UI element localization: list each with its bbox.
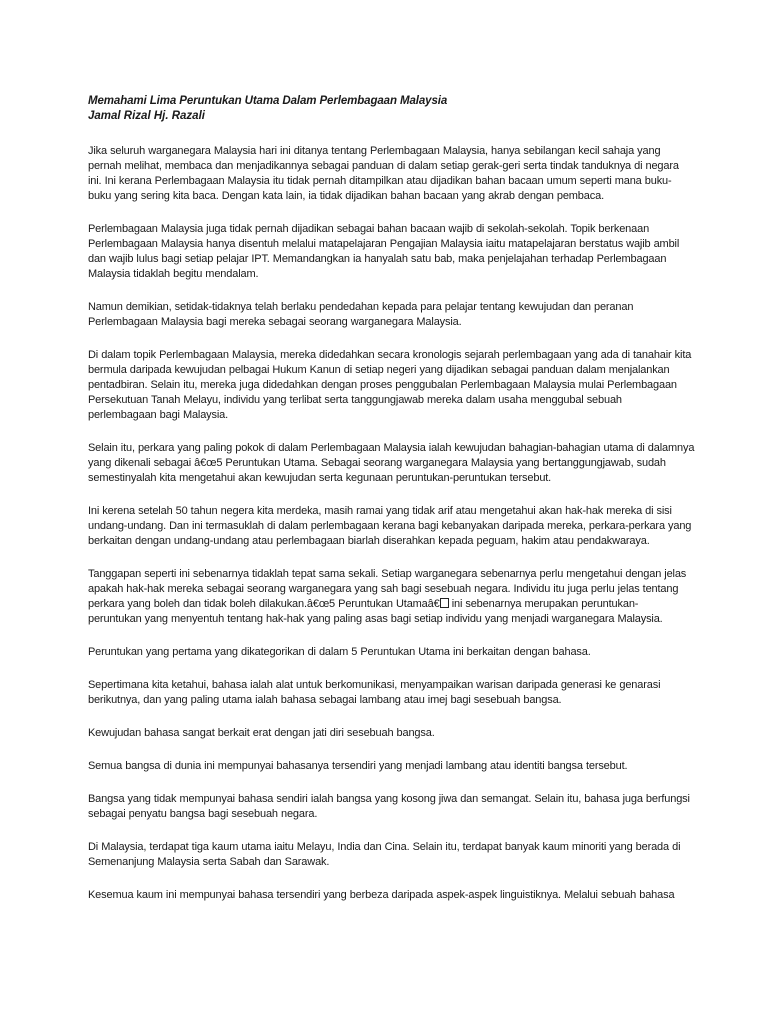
paragraph-line: Namun demikian, setidak-tidaknya telah berlaku pendedahan kepada para pelajar tentang kewujudan dan peranan	[88, 301, 634, 313]
paragraph	[88, 567, 687, 627]
paragraph-line: Sepertimana kita ketahui, bahasa ialah alat untuk berkomunikasi, menyampaikan warisan daripada generasi ke genarasi	[88, 679, 661, 691]
paragraph	[88, 888, 678, 903]
paragraph-line: Tanggapan seperti ini sebenarnya tidaklah tepat sama sekali. Setiap warganegara sebenarnya perlu mengetahui dengan jelas	[88, 568, 687, 580]
paragraph	[88, 792, 690, 822]
document-body	[88, 94, 695, 921]
paragraph-line: Perlembagaan Malaysia juga tidak pernah dijadikan sebagai bahan bacaan wajib di sekolah-sekolah. Topik berkenaan	[88, 223, 650, 235]
paragraph-line: Semenanjung Malaysia serta Sabah dan Sarawak.	[88, 856, 330, 868]
paragraph-line: pentadbiran. Selain itu, mereka juga didedahkan dengan proses penggubalan Perlembagaan Malaysia mulai Perlembagaan	[88, 379, 677, 391]
paragraph	[88, 348, 692, 423]
paragraph-line: Bangsa yang tidak mempunyai bahasa sendiri ialah bangsa yang kosong jiwa dan semangat. Selain itu, bahasa juga berfungsi	[88, 793, 690, 805]
paragraph-line: Perlembagaan Malaysia bagi mereka sebagai seorang warganegara Malaysia.	[88, 316, 462, 328]
paragraph-line: Kewujudan bahasa sangat berkait erat dengan jati diri sesebuah bangsa.	[88, 727, 435, 739]
paragraph-line: apakah hak-hak mereka sebagai seorang warganegara yang sah bagi sesebuah negara. Individu itu juga perlu jelas tentang	[88, 583, 679, 595]
paragraph-line: yang dikenali sebagai â€œ5 Peruntukan Utama. Sebagai seorang warganegara Malaysia yang bertanggungjawab, sudah	[88, 457, 666, 469]
paragraph-line: dan wajib lulus bagi setiap pelajar IPT. Memandangkan ia hanyalah satu bab, maka penjelajahan terhadap Perlembagaan	[88, 253, 667, 265]
paragraph-line: Di dalam topik Perlembagaan Malaysia, mereka didedahkan secara kronologis sejarah perlembagaan yang ada di tanahair kita	[88, 349, 692, 361]
paragraph	[88, 504, 692, 549]
paragraph-line: Jika seluruh warganegara Malaysia hari ini ditanya tentang Perlembagaan Malaysia, hanya sebilangan kecil sahaja yang	[88, 145, 661, 157]
paragraph-line: perkara yang boleh dan tidak boleh dilakukan.â€œ5 Peruntukan Utamaâ€ ini sebenarnya merupakan peruntukan-	[88, 598, 639, 610]
paragraph	[88, 441, 695, 486]
missing-glyph-box	[440, 598, 449, 608]
paragraph-line: Persekutuan Tanah Melayu, individu yang terlibat serta tanggungjawab mereka dalam usaha menggubal sebuah	[88, 394, 622, 406]
paragraph	[88, 222, 678, 282]
paragraph	[88, 726, 678, 741]
paragraph-line: peruntukan yang menyentuh tentang hak-hak yang paling asas bagi setiap individu yang menjadi warganegara Malaysia.	[88, 613, 663, 625]
paragraph-line: semestinyalah kita mengetahui akan kewujudan serta kegunaan peruntukan-peruntukan tersebut.	[88, 472, 552, 484]
paragraph-line: pernah melihat, membaca dan menjadikannya sebagai panduan di dalam setiap gerak-geri serta tindak tanduknya di negara	[88, 160, 679, 172]
paragraph	[88, 759, 678, 774]
paragraph-line: Perlembagaan Malaysia hanya disentuh melalui matapelajaran Pengajian Malaysia iaitu matapelajaran berstatus wajib ambil	[88, 238, 680, 250]
paragraph-line: berkaitan dengan undang-undang atau perlembagaan biarlah diserahkan kepada peguam, hakim atau pendakwaraya.	[88, 535, 650, 547]
paragraph-line: buku yang sering kita baca. Dengan kata lain, ia tidak dijadikan bahan bacaan yang akrab dengan pembaca.	[88, 190, 604, 202]
paragraph-line: sebagai penyatu bangsa bagi sesebuah negara.	[88, 808, 318, 820]
document-author: Jamal Rizal Hj. Razali	[88, 110, 205, 122]
paragraph	[88, 144, 678, 204]
paragraph	[88, 840, 681, 870]
paragraph-line: Kesemua kaum ini mempunyai bahasa tersendiri yang berbeza daripada aspek-aspek linguistiknya. Melalui sebuah bahasa	[88, 889, 675, 901]
paragraph-line: bermula daripada kewujudan pelbagai Hukum Kanun di setiap negeri yang dijadikan sebagai panduan dalam menjalankan	[88, 364, 670, 376]
paragraph	[88, 678, 678, 708]
paragraph-line: Semua bangsa di dunia ini mempunyai bahasanya tersendiri yang menjadi lambang atau identiti bangsa tersebut.	[88, 760, 628, 772]
paragraph-line: Malaysia tidaklah begitu mendalam.	[88, 268, 259, 280]
paragraph-line: Di Malaysia, terdapat tiga kaum utama iaitu Melayu, India dan Cina. Selain itu, terdapat banyak kaum minoriti yang berada di	[88, 841, 681, 853]
paragraph-line: ini. Ini kerana Perlembagaan Malaysia itu tidak pernah ditampilkan atau dijadikan bahan bacaan umum seperti mana buku-	[88, 175, 672, 187]
paragraph	[88, 645, 678, 660]
paragraph-line: berikutnya, dan yang paling utama ialah bahasa sebagai lambang atau imej bagi sesebuah bangsa.	[88, 694, 562, 706]
paragraph	[88, 300, 678, 330]
paragraph-line: Selain itu, perkara yang paling pokok di dalam Perlembagaan Malaysia ialah kewujudan bahagian-bahagian utama di dalamnya	[88, 442, 695, 454]
paragraph-line: perlembagaan bagi Malaysia.	[88, 409, 229, 421]
paragraph-line: undang-undang. Dan ini termasuklah di dalam perlembagaan kerana bagi kebanyakan daripada mereka, perkara-perkara yang	[88, 520, 692, 532]
paragraph-line: Ini kerena setelah 50 tahun negera kita merdeka, masih ramai yang tidak arif atau mengetahui akan hak-hak mereka di sisi	[88, 505, 672, 517]
paragraph-line: Peruntukan yang pertama yang dikategorikan di dalam 5 Peruntukan Utama ini berkaitan dengan bahasa.	[88, 646, 591, 658]
document-title: Memahami Lima Peruntukan Utama Dalam Perlembagaan Malaysia	[88, 95, 448, 107]
paragraph-list	[88, 144, 695, 903]
